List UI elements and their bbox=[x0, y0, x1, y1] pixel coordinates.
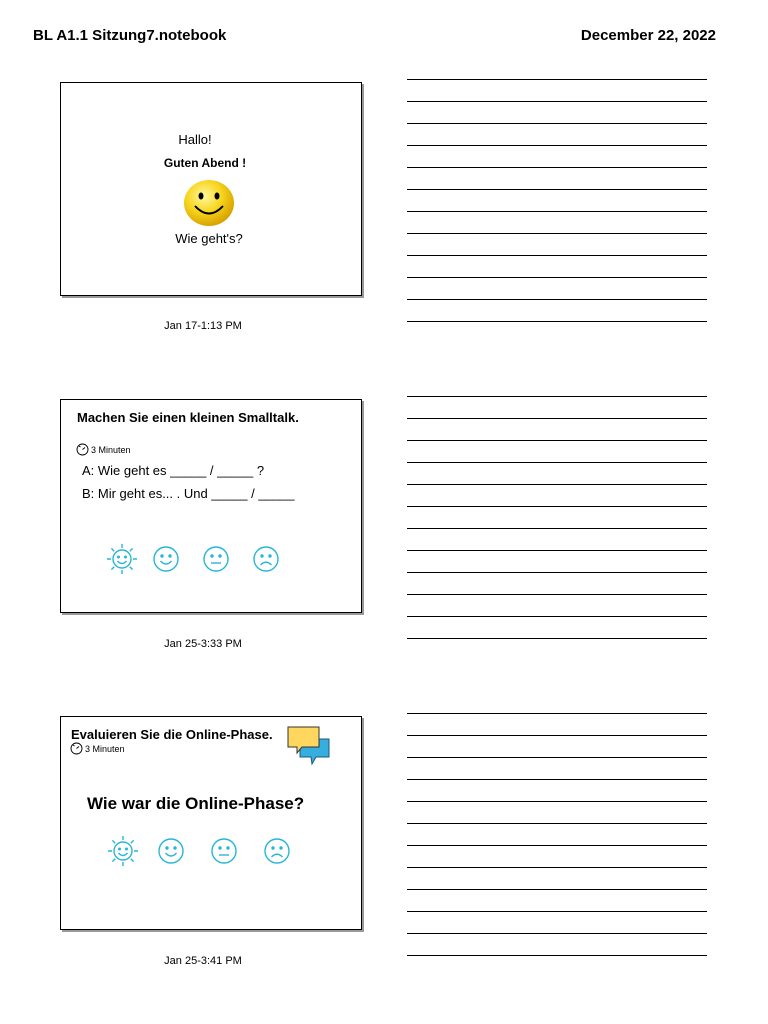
note-line bbox=[407, 735, 707, 736]
slide-title: Machen Sie einen kleinen Smalltalk. bbox=[77, 410, 299, 425]
clock-icon bbox=[76, 443, 89, 456]
greeting-text: Hallo! bbox=[178, 132, 212, 147]
note-lines-2 bbox=[407, 396, 707, 660]
timer bbox=[76, 443, 131, 456]
sun-icon bbox=[104, 541, 140, 577]
neutral-face-icon bbox=[202, 545, 230, 573]
document-date: December 22, 2022 bbox=[580, 27, 716, 44]
note-line bbox=[407, 396, 707, 397]
clock-icon bbox=[70, 742, 83, 755]
happy-face-icon bbox=[152, 545, 180, 573]
sun-icon bbox=[105, 833, 141, 869]
note-line bbox=[407, 189, 707, 190]
question-text: Wie geht's? bbox=[175, 231, 243, 246]
note-line bbox=[407, 867, 707, 868]
note-line bbox=[407, 933, 707, 934]
note-line bbox=[407, 79, 707, 80]
note-line bbox=[407, 462, 707, 463]
note-line bbox=[407, 101, 707, 102]
timer bbox=[70, 742, 125, 755]
mood-faces bbox=[104, 541, 280, 577]
mood-faces bbox=[105, 833, 291, 869]
note-line bbox=[407, 418, 707, 419]
speech-bubbles-icon bbox=[286, 725, 332, 772]
subtitle-text: Guten Abend ! bbox=[163, 156, 247, 170]
happy-face-icon bbox=[157, 837, 185, 865]
slide-1 bbox=[60, 82, 362, 296]
note-line bbox=[407, 911, 707, 912]
dialogue-line-a: A: Wie geht es _____ / _____ ? bbox=[82, 463, 265, 478]
note-line bbox=[407, 255, 707, 256]
question-text: Wie war die Online-Phase? bbox=[87, 794, 305, 813]
note-line bbox=[407, 440, 707, 441]
slide-title: Evaluieren Sie die Online-Phase. bbox=[71, 727, 273, 742]
note-line bbox=[407, 801, 707, 802]
note-line bbox=[407, 145, 707, 146]
neutral-face-icon bbox=[210, 837, 238, 865]
note-line bbox=[407, 757, 707, 758]
note-line bbox=[407, 506, 707, 507]
note-lines-3 bbox=[407, 713, 707, 977]
sad-face-icon bbox=[252, 545, 280, 573]
timer-label: 3 Minuten bbox=[91, 444, 131, 455]
note-lines-1 bbox=[407, 79, 707, 343]
note-line bbox=[407, 233, 707, 234]
note-line bbox=[407, 321, 707, 322]
note-line bbox=[407, 277, 707, 278]
note-line bbox=[407, 779, 707, 780]
dialogue-line-b: B: Mir geht es... . Und _____ / _____ bbox=[82, 486, 295, 501]
note-line bbox=[407, 616, 707, 617]
timer-label: 3 Minuten bbox=[85, 743, 125, 754]
slide-3 bbox=[60, 716, 362, 930]
note-line bbox=[407, 713, 707, 714]
note-line bbox=[407, 299, 707, 300]
note-line bbox=[407, 550, 707, 551]
slide-2-timestamp: Jan 25-3:33 PM bbox=[164, 638, 242, 650]
note-line bbox=[407, 823, 707, 824]
note-line bbox=[407, 528, 707, 529]
smiley-face-icon bbox=[183, 179, 235, 232]
note-line bbox=[407, 955, 707, 956]
note-line bbox=[407, 123, 707, 124]
note-line bbox=[407, 638, 707, 639]
slide-2 bbox=[60, 399, 362, 613]
sad-face-icon bbox=[263, 837, 291, 865]
slide-1-timestamp: Jan 17-1:13 PM bbox=[164, 320, 242, 332]
slide-3-timestamp: Jan 25-3:41 PM bbox=[164, 955, 242, 967]
note-line bbox=[407, 484, 707, 485]
note-line bbox=[407, 211, 707, 212]
note-line bbox=[407, 594, 707, 595]
note-line bbox=[407, 572, 707, 573]
document-title: BL A1.1 Sitzung7.notebook bbox=[33, 27, 227, 44]
note-line bbox=[407, 167, 707, 168]
note-line bbox=[407, 889, 707, 890]
note-line bbox=[407, 845, 707, 846]
